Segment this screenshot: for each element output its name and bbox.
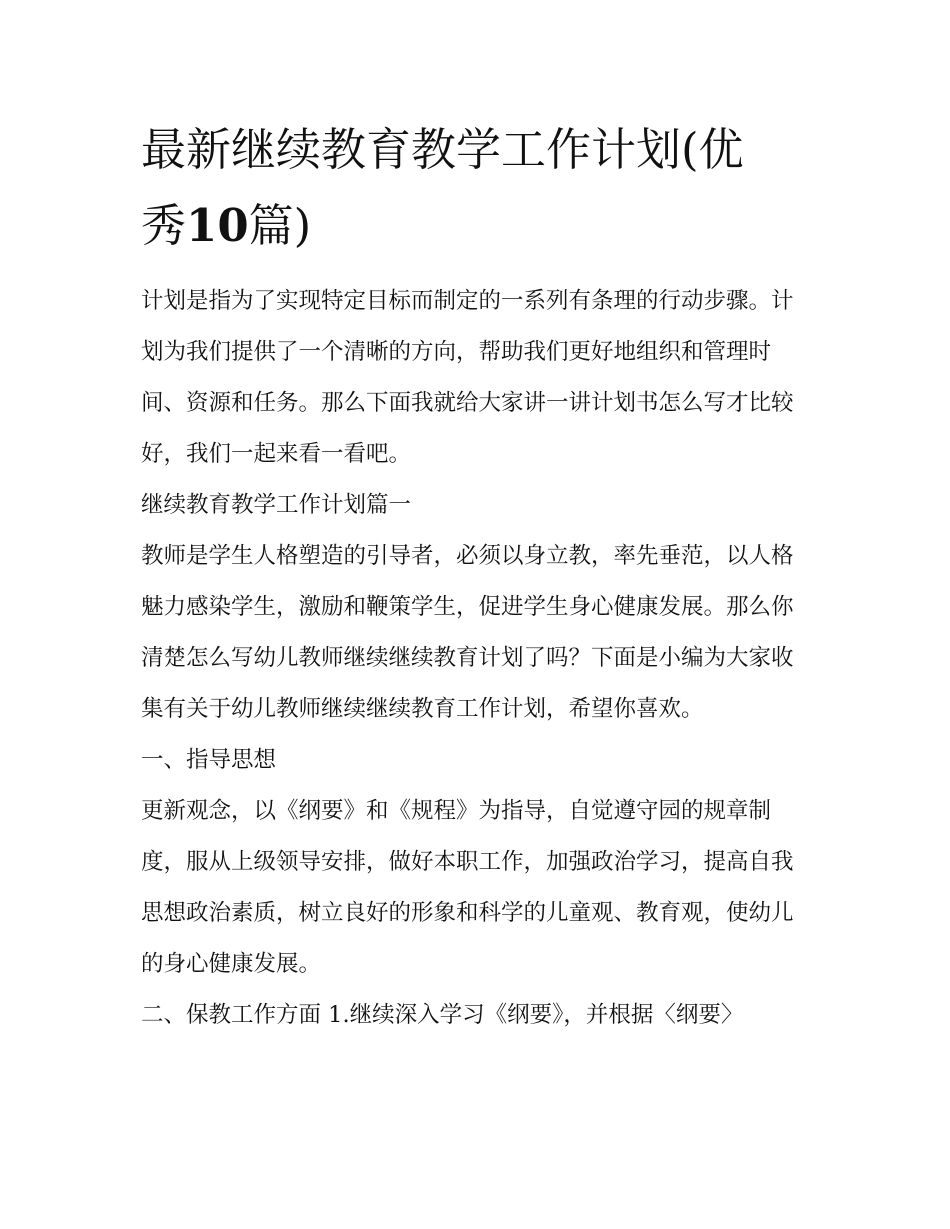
title-line-2-start: 秀 (141, 199, 187, 252)
body-paragraph: 教师是学生人格塑造的引导者，必须以身立教，率先垂范，以人格魅力感染学生，激励和鞭策学生，促进学生身心健康发展。那么你清楚怎么写幼儿教师继续继续教育计划了吗？下面是小编为大家收集有关于幼儿教师继续继续教育工作计划，希望你喜欢。 (141, 543, 794, 722)
section-heading-guiding-ideology: 一、指导思想 (141, 747, 277, 773)
title-line-2-number: 10 (186, 199, 249, 252)
document-body (141, 112, 813, 1041)
intro-paragraph: 计划是指为了实现特定目标而制定的一系列有条理的行动步骤。计划为我们提供了一个清晰的方向，帮助我们更好地组织和管理时间、资源和任务。那么下面我就给大家讲一讲计划书怎么写才比较好，我们一起来看一看吧。 (141, 288, 794, 467)
title-line-1: 最新继续教育教学工作计划(优 (141, 123, 744, 176)
section-heading-care-education: 二、保教工作方面 1.继续深入学习《纲要》，并根据〈纲要〉 (141, 1002, 744, 1028)
document-title (141, 112, 813, 264)
body-paragraph: 更新观念，以《纲要》和《规程》为指导，自觉遵守园的规章制度，服从上级领导安排，做好本职工作，加强政治学习，提高自我思想政治素质，树立良好的形象和科学的儿童观、教育观，使幼儿的身心健康发展。 (141, 798, 794, 977)
title-line-2-end: 篇) (248, 199, 312, 252)
section-heading-part-one: 继续教育教学工作计划篇一 (141, 492, 412, 518)
